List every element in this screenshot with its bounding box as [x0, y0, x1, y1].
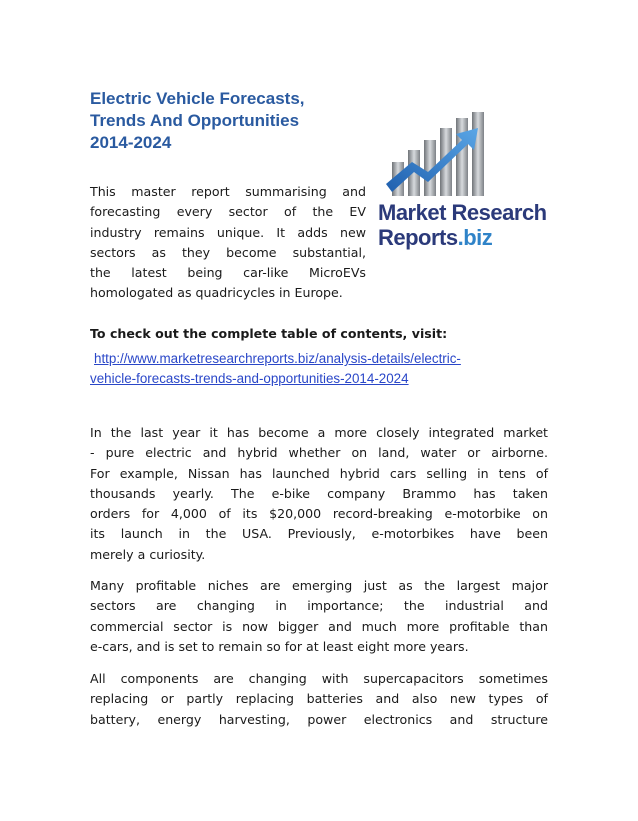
- logo-line-1: Market Research: [378, 200, 547, 225]
- paragraph-line: sectors are changing in importance; the industrial and: [90, 598, 548, 614]
- market-research-reports-logo: [378, 110, 550, 260]
- body-paragraph: [90, 576, 548, 657]
- intro-line: This master report summarising and: [90, 184, 366, 199]
- paragraph-line: e-cars, and is set to remain so for at least eight more years.: [90, 638, 469, 654]
- paragraph-line: commercial sector is now bigger and much more profitable than: [90, 618, 548, 634]
- intro-line: sectors as they become substantial,: [90, 244, 366, 260]
- link-line[interactable]: vehicle-forecasts-trends-and-opportunities-2014-2024: [90, 371, 409, 386]
- paragraph-line: orders for 4,000 of its $20,000 record-breaking e-motorbike on: [90, 506, 548, 522]
- paragraph-line: merely a curiosity.: [90, 546, 206, 562]
- paragraph-line: its launch in the USA. Previously, e-motorbikes have been: [90, 526, 548, 542]
- intro-line: forecasting every sector of the EV: [90, 204, 366, 220]
- paragraph-line: - pure electric and hybrid whether on land, water or airborne.: [90, 445, 548, 461]
- paragraph-line: replacing or partly replacing batteries and also new types of: [90, 691, 548, 707]
- intro-line: homologated as quadricycles in Europe.: [90, 285, 343, 301]
- table-of-contents-link[interactable]: [90, 349, 550, 389]
- body-paragraph: [90, 423, 548, 565]
- paragraph-line: Many profitable niches are emerging just as the largest major: [90, 578, 548, 593]
- body-paragraph: [90, 669, 548, 730]
- paragraph-line: For example, Nissan has launched hybrid cars selling in tens of: [90, 465, 548, 481]
- paragraph-line: thousands yearly. The e-bike company Brammo has taken: [90, 485, 548, 501]
- title-line: 2014-2024: [90, 133, 172, 152]
- toc-heading: To check out the complete table of contents, visit:: [90, 326, 448, 341]
- bar-chart-arrow-icon: [378, 110, 550, 200]
- paragraph-line: All components are changing with supercapacitors sometimes: [90, 671, 548, 686]
- title-line: Trends And Opportunities: [90, 111, 300, 130]
- link-line[interactable]: http://www.marketresearchreports.biz/analysis-details/electric-: [94, 351, 461, 366]
- report-title: [90, 88, 380, 154]
- logo-line-2: Reports.biz: [378, 225, 493, 250]
- intro-paragraph: [90, 182, 366, 304]
- paragraph-line: In the last year it has become a more closely integrated market: [90, 425, 548, 440]
- title-line: Electric Vehicle Forecasts,: [90, 89, 305, 108]
- intro-line: the latest being car-like MicroEVs: [90, 265, 366, 281]
- intro-line: industry remains unique. It adds new: [90, 224, 366, 240]
- paragraph-line: battery, energy harvesting, power electronics and structure: [90, 711, 548, 727]
